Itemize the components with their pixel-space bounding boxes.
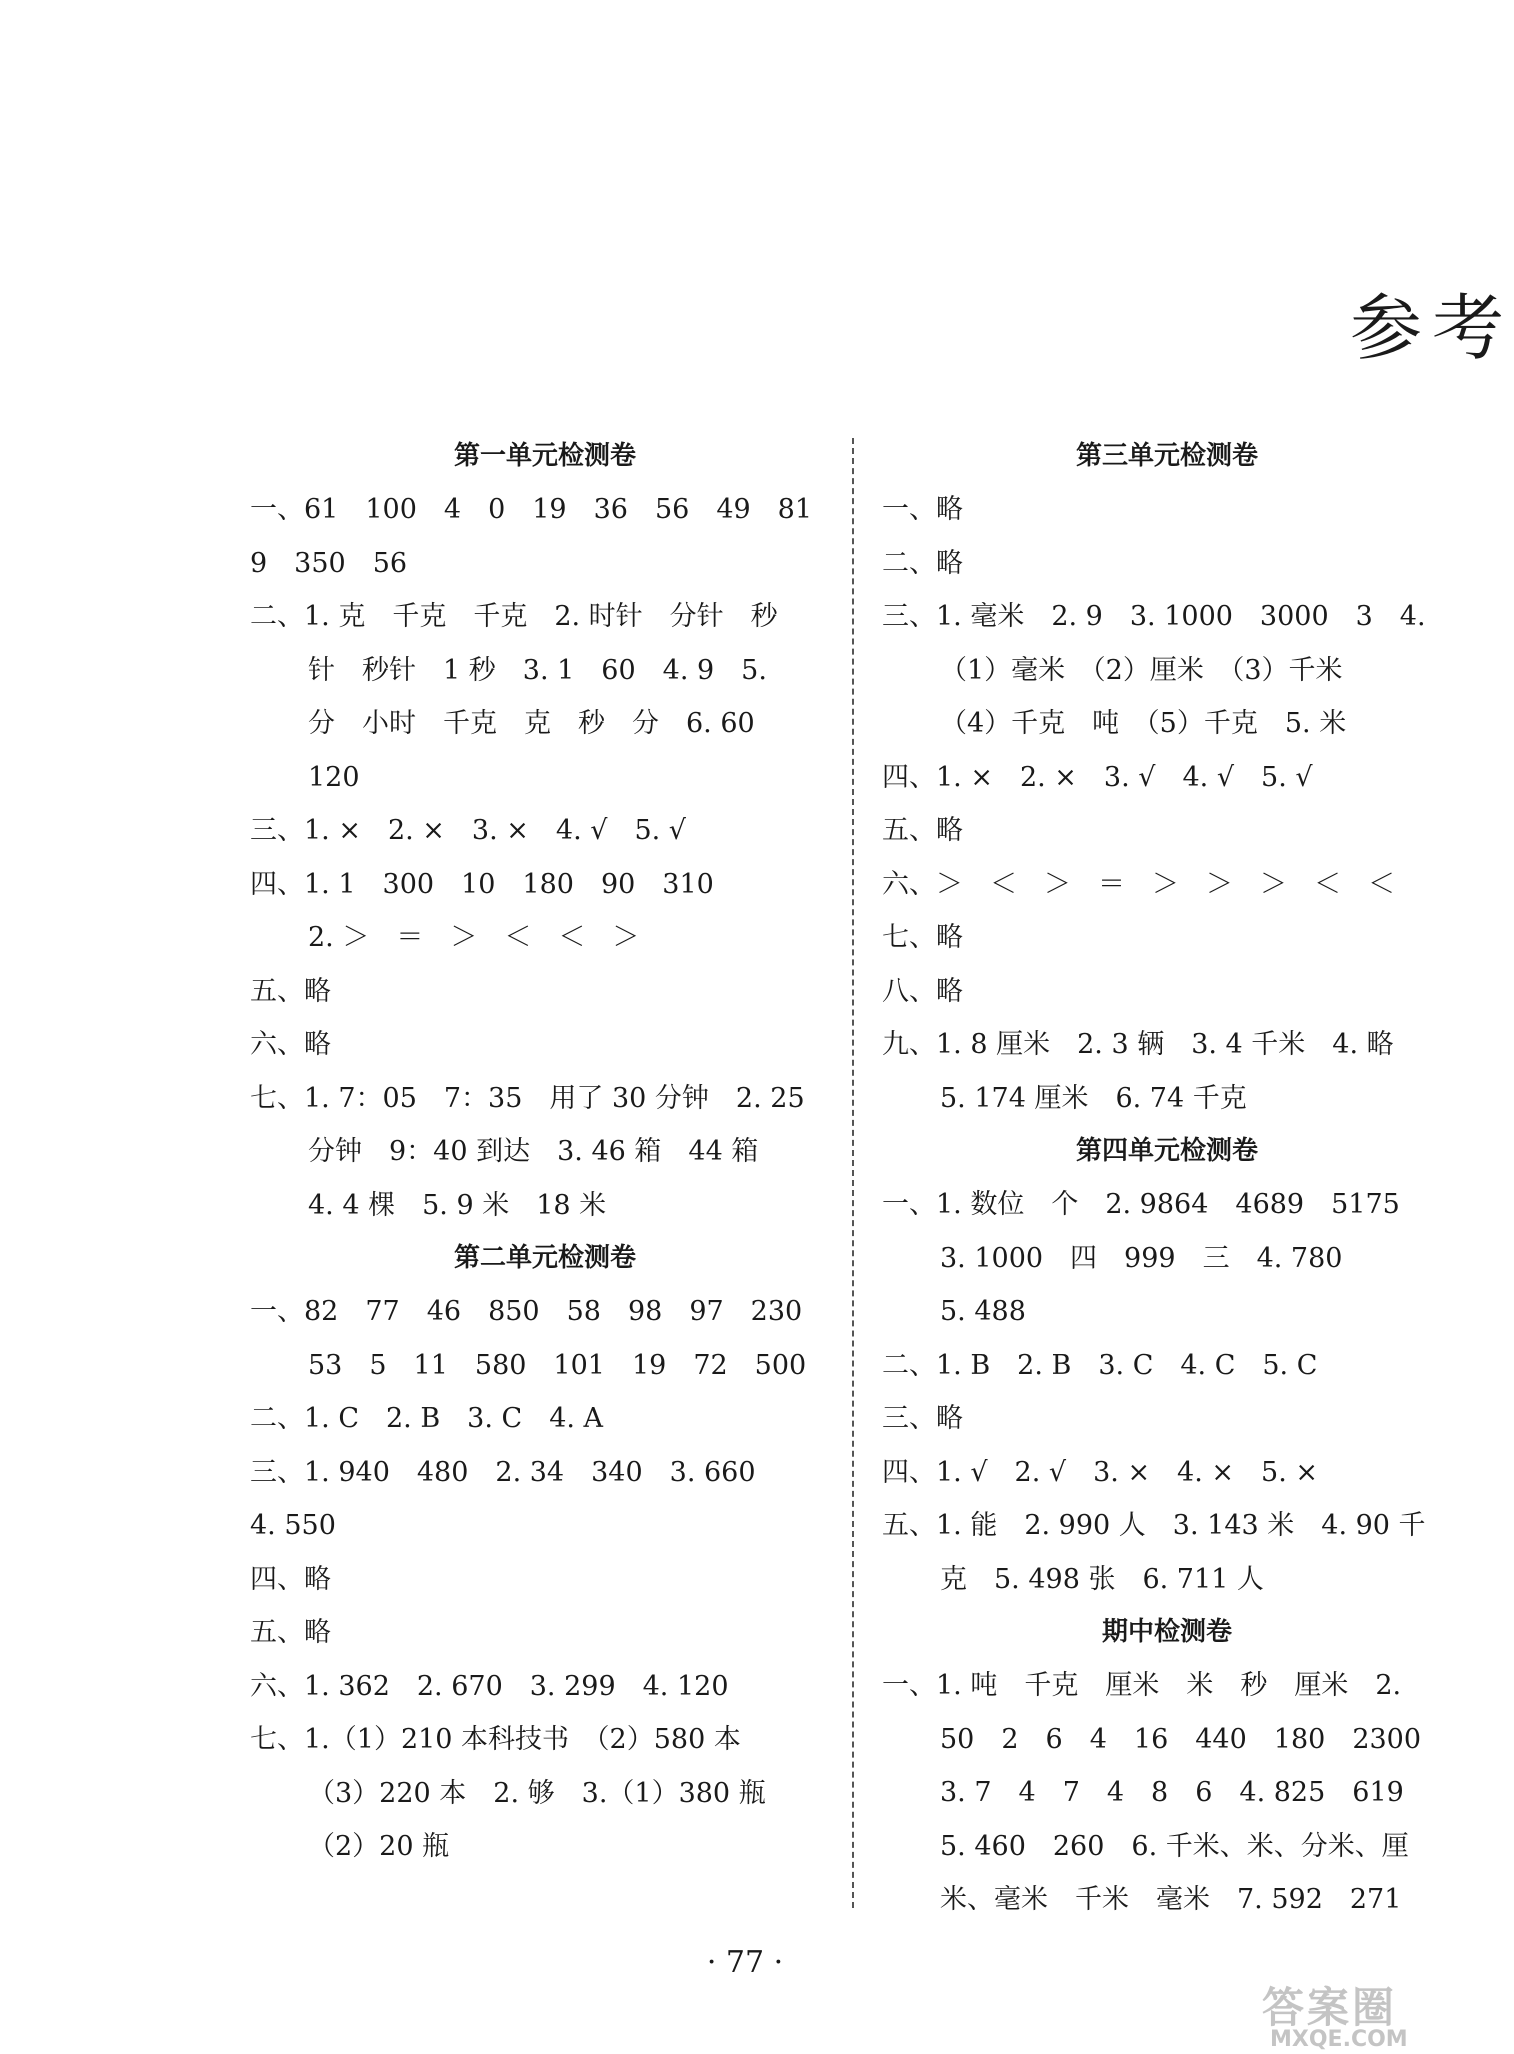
answer-line: 4. 550 (250, 1510, 336, 1541)
answer-line: 七、1. 7：05 7：35 用了 30 分钟 2. 25 (250, 1082, 805, 1114)
answer-line: 五、略 (250, 975, 331, 1007)
answer-line: 一、略 (882, 494, 963, 525)
answer-line: 五、略 (250, 1617, 331, 1648)
answer-line: 4. 4 棵 5. 9 米 18 米 (308, 1189, 607, 1221)
answer-line: 九、1. 8 厘米 2. 3 辆 3. 4 千米 4. 略 (882, 1029, 1394, 1060)
answer-line: 米、毫米 千米 毫米 7. 592 271 (940, 1884, 1402, 1915)
answer-line: 四、略 (250, 1563, 331, 1595)
answer-line: 一、61 100 4 0 19 36 56 49 81 (250, 494, 813, 525)
answer-line: 2. ＞ ＝ ＞ ＜ ＜ ＞ (308, 922, 640, 953)
answer-line: 一、1. 吨 千克 厘米 米 秒 厘米 2. (882, 1670, 1402, 1701)
section-title: 期中检测卷 (1101, 1617, 1232, 1647)
section-title: 第三单元检测卷 (1075, 441, 1258, 471)
answer-line: 二、略 (882, 547, 963, 579)
answer-line: 分钟 9：40 到达 3. 46 箱 44 箱 (308, 1136, 759, 1167)
watermark (1262, 1975, 1490, 2054)
answer-line: 120 (308, 761, 360, 793)
answer-line: 分 小时 千克 克 秒 分 6. 60 (308, 708, 755, 739)
answer-line: 53 5 11 580 101 19 72 500 (308, 1349, 807, 1381)
answer-line: 八、略 (882, 975, 963, 1007)
answer-line: 5. 488 (940, 1296, 1026, 1327)
answer-line: 六、略 (250, 1029, 331, 1060)
answer-line: 50 2 6 4 16 440 180 2300 (940, 1723, 1422, 1755)
answer-line: 5. 174 厘米 6. 74 千克 (940, 1082, 1247, 1114)
page-title: 参考 (1350, 286, 1514, 370)
answer-line: 三、1. 毫米 2. 9 3. 1000 3000 3 4. (882, 601, 1426, 632)
section-title: 第四单元检测卷 (1075, 1136, 1258, 1166)
answer-line: 5. 460 260 6. 千米、米、分米、厘 (940, 1830, 1409, 1862)
answer-line: 七、略 (882, 922, 963, 953)
answer-line: 3. 7 4 7 4 8 6 4. 825 619 (940, 1777, 1404, 1808)
right-answer-column (882, 430, 1452, 1927)
answer-line: 二、1. C 2. B 3. C 4. A (250, 1403, 604, 1434)
section-title: 第一单元检测卷 (453, 441, 636, 471)
answer-line: （4）千克 吨 （5）千克 5. 米 (940, 708, 1347, 739)
answer-line: 七、1.（1）210 本科技书 （2）580 本 (250, 1724, 741, 1755)
answer-line: 四、1. √ 2. √ 3. × 4. × 5. × (882, 1456, 1318, 1488)
answer-line: （1）毫米 （2）厘米 （3）千米 (940, 654, 1343, 686)
answer-line: 三、1. × 2. × 3. × 4. √ 5. √ (250, 815, 686, 846)
answer-line: 克 5. 498 张 6. 711 人 (940, 1563, 1264, 1595)
answer-line: 四、1. 1 300 10 180 90 310 (250, 868, 714, 900)
answer-line: 一、1. 数位 个 2. 9864 4689 5175 (882, 1189, 1400, 1220)
answer-line: （3）220 本 2. 够 3.（1）380 瓶 (308, 1777, 766, 1809)
answer-line: 五、1. 能 2. 990 人 3. 143 米 4. 90 千 (882, 1510, 1426, 1541)
left-answer-column (250, 430, 840, 1874)
answer-line: 二、1. B 2. B 3. C 4. C 5. C (882, 1349, 1318, 1381)
watermark-url: MXQE.COM (1270, 2027, 1408, 2052)
column-divider (852, 438, 854, 1908)
answer-line: 三、略 (882, 1403, 963, 1434)
answer-line: 四、1. × 2. × 3. √ 4. √ 5. √ (882, 761, 1313, 793)
watermark-logo: 答案圈 (1262, 1983, 1398, 2032)
answer-line: （2）20 瓶 (308, 1831, 450, 1862)
answer-line: 三、1. 940 480 2. 34 340 3. 660 (250, 1456, 756, 1488)
answer-line: 3. 1000 四 999 三 4. 780 (940, 1242, 1343, 1274)
answer-line: 五、略 (882, 815, 963, 846)
answer-line: 针 秒针 1 秒 3. 1 60 4. 9 5. (308, 654, 767, 686)
page-number: · 77 · (706, 1945, 784, 1980)
answer-line: 一、82 77 46 850 58 98 97 230 (250, 1296, 803, 1327)
answer-line: 二、1. 克 千克 千克 2. 时针 分针 秒 (250, 601, 778, 632)
answer-line: 六、1. 362 2. 670 3. 299 4. 120 (250, 1670, 729, 1702)
section-title: 第二单元检测卷 (453, 1243, 636, 1273)
answer-line: 9 350 56 (250, 547, 408, 579)
answer-line: 六、＞ ＜ ＞ ＝ ＞ ＞ ＞ ＜ ＜ (882, 868, 1395, 900)
